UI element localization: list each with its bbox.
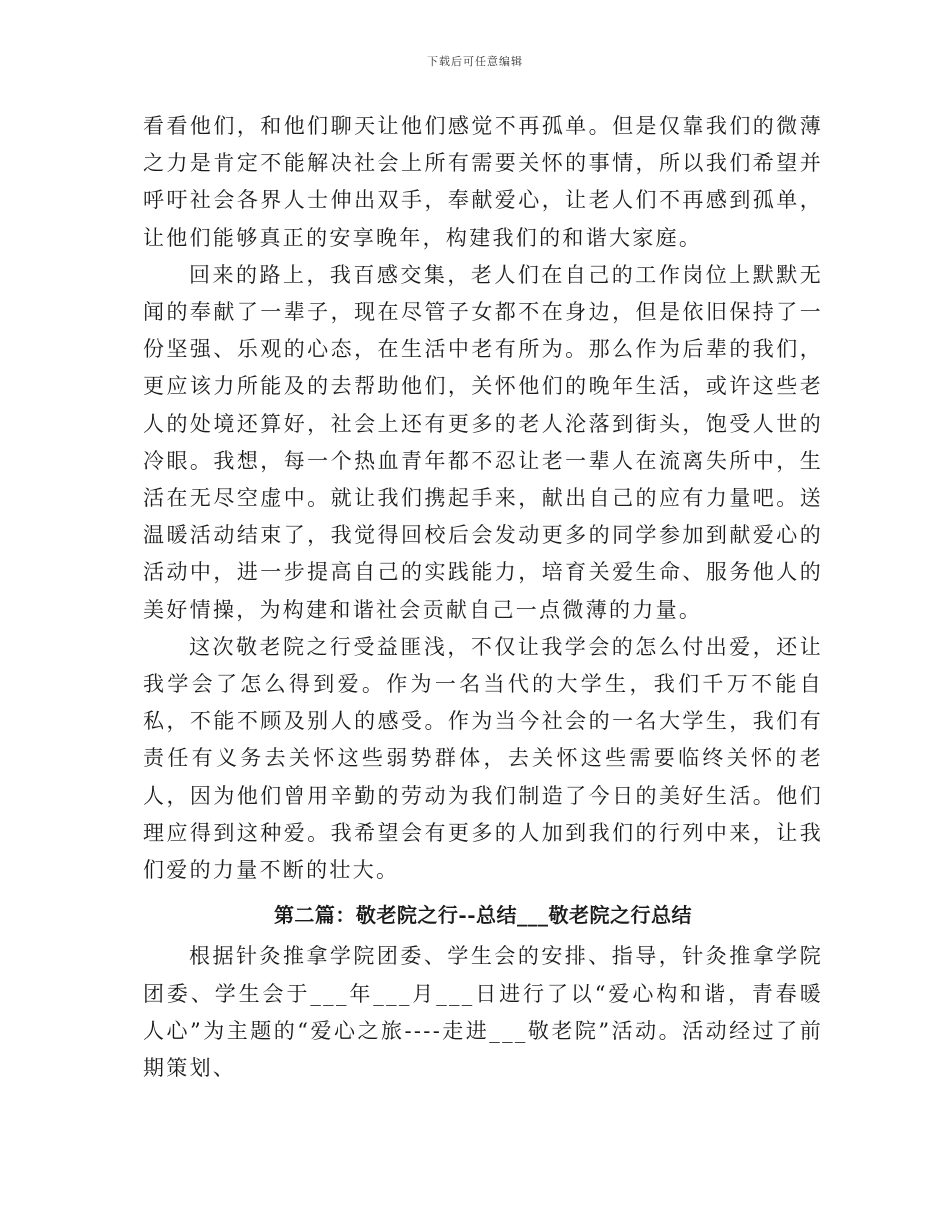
paragraph-return-journey: 回来的路上，我百感交集，老人们在自己的工作岗位上默默无闻的奉献了一辈子，现在尽管子女都不在身边，但是依旧保持了一份坚强、乐观的心态，在生活中老有所为。那么作为后辈的我们，更应该力所能及的去帮助他们，关怀他们的晚年生活，或许这些老人的处境还算好，社会上还有更多的老人沦落到街头，饱受人世的冷眼。我想，每一个热血青年都不忍让老一辈人在流离失所中，生活在无尽空虚中。就让我们携起手来，献出自己的应有力量吧。送温暖活动结束了，我觉得回校后会发动更多的同学参加到献爱心的活动中，进一步提高自己的实践能力，培育关爱生命、服务他人的美好情操，为构建和谐社会贡献自己一点微薄的力量。 bbox=[143, 262, 823, 622]
document-body bbox=[143, 108, 823, 1087]
paragraph-section2-intro: 根据针灸推拿学院团委、学生会的安排、指导，针灸推拿学院团委、学生会于___年___月___日进行了以“爱心构和谐，青春暖人心”为主题的“爱心之旅----走进___敬老院”活动。活动经过了前期策划、 bbox=[143, 944, 823, 1081]
page-header-note: 下载后可任意编辑 bbox=[427, 55, 523, 68]
section-heading: 第二篇：敬老院之行--总结___敬老院之行总结 bbox=[273, 903, 693, 928]
paragraph-reflection: 这次敬老院之行受益匪浅，不仅让我学会的怎么付出爱，还让我学会了怎么得到爱。作为一名当代的大学生，我们千万不能自私，不能不顾及别人的感受。作为当今社会的一名大学生，我们有责任有义务去关怀这些弱势群体，去关怀这些需要临终关怀的老人，因为他们曾用辛勤的劳动为我们制造了今日的美好生活。他们理应得到这种爱。我希望会有更多的人加到我们的行列中来，让我们爱的力量不断的壮大。 bbox=[143, 634, 823, 883]
paragraph-continuation: 看看他们，和他们聊天让他们感觉不再孤单。但是仅靠我们的微薄之力是肯定不能解决社会上所有需要关怀的事情，所以我们希望并呼吁社会各界人士伸出双手，奉献爱心，让老人们不再感到孤单，让他们能够真正的安享晚年，构建我们的和谐大家庭。 bbox=[143, 114, 823, 250]
